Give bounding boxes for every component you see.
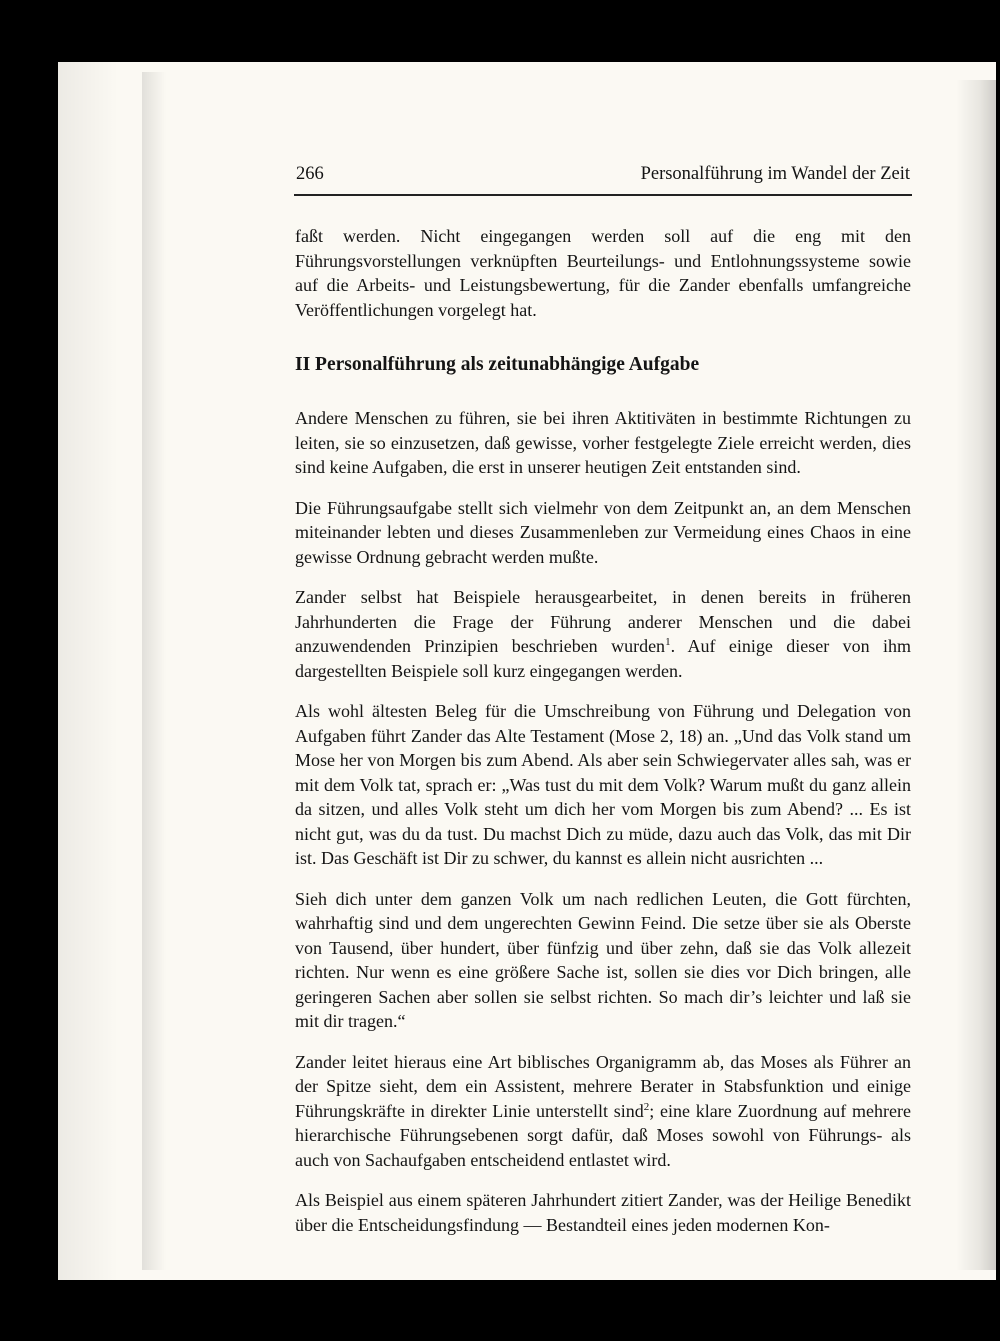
page-right-edge-shadow [956, 80, 996, 1270]
paragraph-7: Als Beispiel aus einem späteren Jahrhundert zitiert Zander, was der Heilige Benedikt über die Entscheidungsfindung — Bestandteil eines jeden modernen Kon- [295, 1190, 911, 1235]
paragraph-2: Die Führungsaufgabe stellt sich vielmehr von dem Zeitpunkt an, an dem Menschen miteinander lebten und dieses Zusammenleben zur Vermeidung eines Chaos in eine gewisse Ordnung gebracht werden mußte. [295, 497, 911, 567]
gutter-shadow [142, 72, 166, 1270]
paragraph-6-text-a: Zander leitet hieraus eine Art biblisches Organigramm ab, das Moses als Führer an der Spitze sieht, dem ein Assistent, mehrere Berater in Stabsfunktion und einige Führungskräfte in direkter Linie unterstellt sind [295, 1051, 911, 1121]
paragraph-4: Als wohl ältesten Beleg für die Umschreibung von Führung und Delegation von Aufgaben führt Zander das Alte Testament (Mose 2, 18) an. „Und das Volk stand um Mose her von Morgen bis zum Abend. Als aber sein Schwiegervater alles sah, was er mit dem Volk tat, sprach er: „Was tust du mit dem Volk? Warum mußt du ganz allein da sitzen, und alles Volk steht um dich her vom Morgen bis zum Abend? ... Es ist nicht gut, was du da tust. Du machst Dich zu müde, dazu auch das Volk, das mit Dir ist. Das Geschäft ist Dir zu schwer, du kannst es allein nicht ausrichten ... [295, 701, 911, 868]
paragraph-3-text-b: . Auf einige dieser von ihm dargestellten Beispiele soll kurz eingegangen werden. [295, 636, 911, 681]
paragraph-1: Andere Menschen zu führen, sie bei ihren Aktitiväten in bestimmte Richtungen zu leiten, sie so einzusetzen, daß gewisse, vorher festgelegte Ziele erreicht werden, dies sind keine Aufgaben, die erst in unserer heutigen Zeit entstanden sind. [295, 408, 911, 477]
header-rule [294, 194, 912, 196]
running-title: Personalführung im Wandel der Zeit [640, 164, 910, 184]
paragraph-3-text-a: Zander selbst hat Beispiele herausgearbeitet, in denen bereits in früheren Jahrhunderten die Frage der Führung anderer Menschen und die dabei anzuwendenden Prinzipien beschrieben wurden [295, 587, 911, 656]
paragraph-6 [295, 1050, 911, 1173]
paragraph-3 [295, 585, 911, 683]
section-heading: II Personalführung als zeitunabhängige Aufgabe [295, 354, 700, 375]
footnote-ref-1: 1 [665, 636, 671, 648]
paragraph-6-text-b: ; eine klare Zuordnung auf mehrere hierarchische Führungsebenen sorgt dafür, daß Moses sowohl von Führungs- als auch von Sachaufgaben entscheidend entlastet wird. [295, 1100, 911, 1170]
footnote-ref-2: 2 [643, 1100, 650, 1113]
paragraph-5: Sieh dich unter dem ganzen Volk um nach redlichen Leuten, die Gott fürchten, wahrhaftig sind und dem ungerechten Gewinn Feind. Die setze über sie als Oberste von Tausend, über hundert, über fünfzig und über zehn, daß sie das Volk allezeit richten. Nur wenn es eine größere Sache ist, sollen sie dies vor Dich bringen, alle geringeren Sachen aber sollen sie selbst richten. So mach dir’s leichter und laß sie mit dir tragen.“ [295, 888, 911, 1031]
paragraph-continuation: faßt werden. Nicht eingegangen werden soll auf die eng mit den Führungsvorstellungen verknüpften Beurteilungs- und Entlohnungssysteme sowie auf die Arbeits- und Leistungsbewertung, für die Zander ebenfalls umfangreiche Veröffentlichungen vorgelegt hat. [295, 226, 911, 320]
page-number: 266 [296, 164, 324, 184]
page-body [295, 224, 911, 1237]
